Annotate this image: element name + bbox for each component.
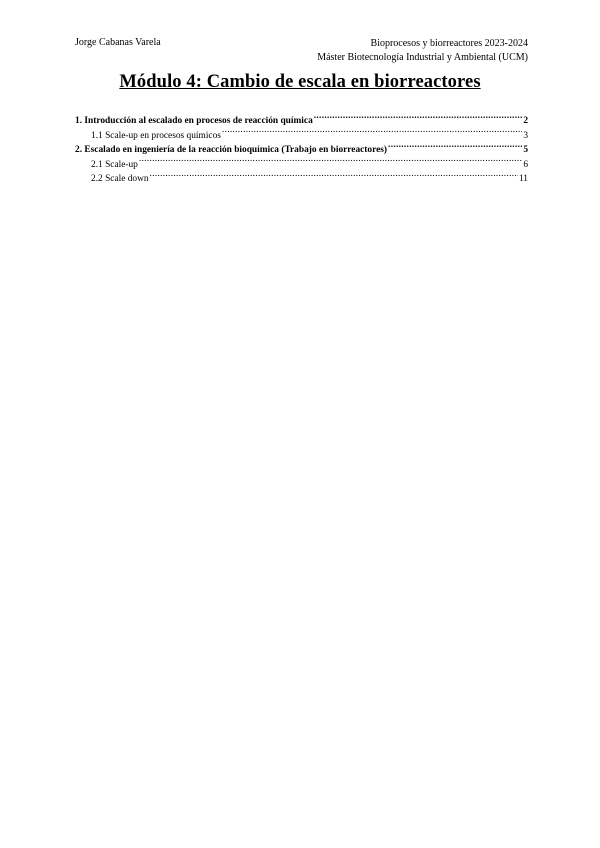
toc-entry-2-2[interactable] xyxy=(75,171,528,186)
toc-entry-label: 2.2 Scale down xyxy=(91,174,149,184)
header-course: Bioprocesos y biorreactores 2023-2024 xyxy=(370,38,528,49)
toc-entry-label: 1.1 Scale-up en procesos químicos xyxy=(91,130,221,141)
toc-entry-2-1[interactable] xyxy=(75,157,528,172)
table-of-contents xyxy=(75,113,528,186)
toc-entry-label: 2. Escalado en ingeniería de la reacción bioquímica (Trabajo en biorreactores) xyxy=(75,145,388,155)
toc-dot-leader xyxy=(139,157,522,167)
toc-entry-page: 3 xyxy=(523,130,528,141)
toc-dot-leader xyxy=(222,128,522,138)
toc-entry-label: 1. Introducción al escalado en procesos de reacción química xyxy=(75,116,313,126)
toc-dot-leader xyxy=(150,171,518,181)
toc-entry-page: 2 xyxy=(523,116,528,126)
header-course-info xyxy=(317,37,528,65)
toc-entry-1-1[interactable] xyxy=(75,128,528,143)
toc-entry-label: 2.1 Scale-up xyxy=(91,159,138,170)
toc-dot-leader xyxy=(388,142,522,152)
toc-entry-page: 11 xyxy=(518,174,528,184)
toc-entry-page: 6 xyxy=(523,159,528,170)
toc-entry-2[interactable] xyxy=(75,142,528,157)
toc-entry-page: 5 xyxy=(523,145,528,155)
header-author: Jorge Cabanas Varela xyxy=(75,37,161,48)
header-program: Máster Biotecnología Industrial y Ambiental (UCM) xyxy=(317,52,528,63)
toc-dot-leader xyxy=(314,113,523,123)
page-title: Módulo 4: Cambio de escala en biorreactores xyxy=(119,72,481,92)
toc-entry-1[interactable] xyxy=(75,113,528,128)
